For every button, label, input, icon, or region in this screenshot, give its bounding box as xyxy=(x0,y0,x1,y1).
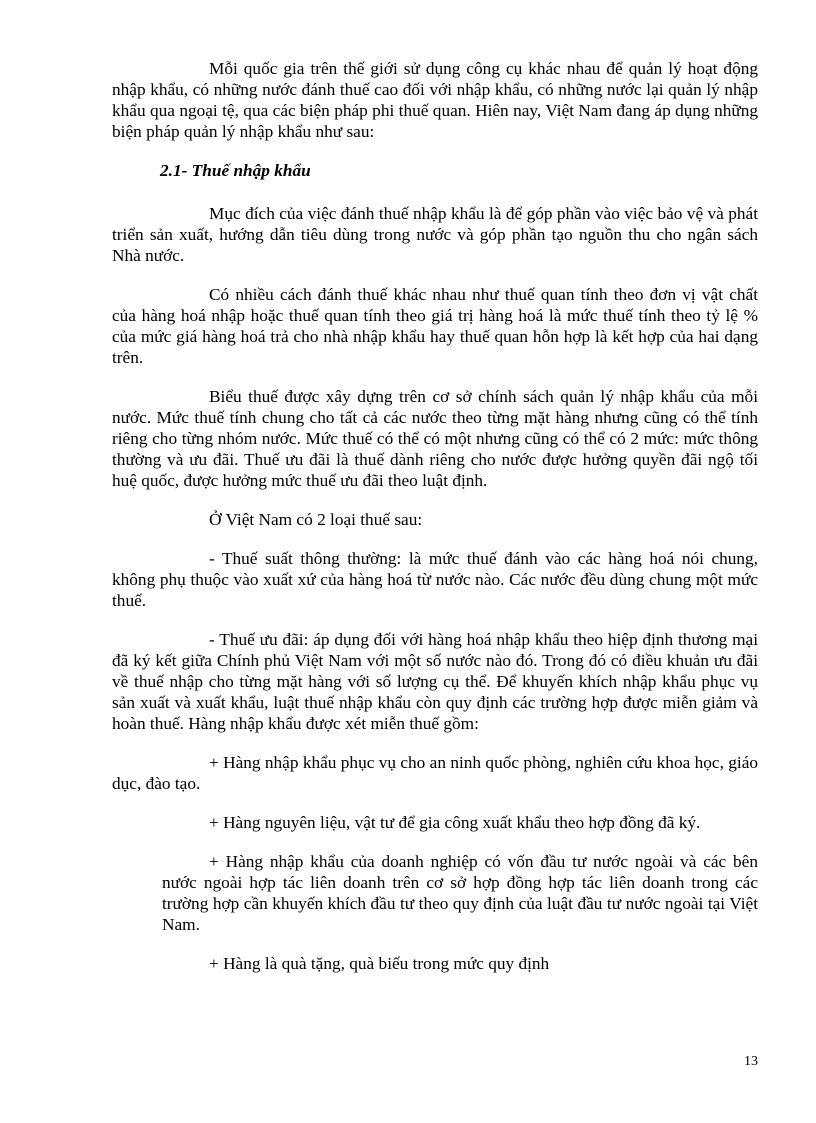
document-page xyxy=(112,58,758,992)
tariff-paragraph: Biểu thuế được xây dựng trên cơ sở chính sách quản lý nhập khẩu của mỗi nước. Mức thuế tính chung cho tất cả các nước theo từng mặt hàng nhưng cũng có thể tính riêng cho từng nhóm nước. Mức thuế có thể có một nhưng cũng có thể có 2 mức: mức thông thường và ưu đãi. Thuế ưu đãi là thuế dành riêng cho nước được hưởng quyền đãi ngộ tối huệ quốc, được hưởng mức thuế ưu đãi theo luật định. xyxy=(112,387,758,490)
vn-types-paragraph: Ở Việt Nam có 2 loại thuế sau: xyxy=(209,510,423,529)
exempt-item-4: + Hàng là quà tặng, quà biếu trong mức quy định xyxy=(209,954,550,973)
exempt-item-2: + Hàng nguyên liệu, vật tư để gia công xuất khẩu theo hợp đồng đã ký. xyxy=(209,813,701,832)
methods-paragraph: Có nhiều cách đánh thuế khác nhau như thuế quan tính theo đơn vị vật chất của hàng hoá nhập hoặc thuế quan tính theo giá trị hàng hoá là mức thuế tính theo tỷ lệ % của mức giá hàng hoá trả cho nhà nhập khẩu hay thuế quan hỗn hợp là kết hợp của hai dạng trên. xyxy=(112,285,758,367)
page-number: 13 xyxy=(744,1054,758,1069)
exempt-item-3: + Hàng nhập khẩu của doanh nghiệp có vốn đầu tư nước ngoài và các bên nước ngoài hợp tác liên doanh trên cơ sở hợp đồng hợp tác liên doanh trong các trường hợp cần khuyến khích đầu tư theo quy định của luật đầu tư nước ngoài tại Việt Nam. xyxy=(162,852,758,934)
section-heading: 2.1- Thuế nhập khẩu xyxy=(160,161,311,180)
normal-rate-paragraph: - Thuế suất thông thường: là mức thuế đánh vào các hàng hoá nói chung, không phụ thuộc vào xuất xứ của hàng hoá từ nước nào. Các nước đều dùng chung một mức thuế. xyxy=(112,549,758,610)
exempt-item-1: + Hàng nhập khẩu phục vụ cho an ninh quốc phòng, nghiên cứu khoa học, giáo dục, đào tạo. xyxy=(112,753,758,793)
purpose-paragraph: Mục đích của việc đánh thuế nhập khẩu là để góp phần vào việc bảo vệ và phát triển sản xuất, hướng dẫn tiêu dùng trong nước và góp phần tạo nguồn thu cho ngân sách Nhà nước. xyxy=(112,204,758,265)
preferential-paragraph: - Thuế ưu đãi: áp dụng đối với hàng hoá nhập khẩu theo hiệp định thương mại đã ký kết giữa Chính phủ Việt Nam với một số nước nào đó. Trong đó có điều khuản ưu đãi về thuế nhập cho từng mặt hàng với số lượng cụ thể. Để khuyến khích nhập khẩu phục vụ sản xuất và xuất khẩu, luật thuế nhập khẩu còn quy định các trường hợp được miễn giảm và hoàn thuế. Hàng nhập khẩu được xét miễn thuế gồm: xyxy=(112,630,758,733)
intro-paragraph: Mỗi quốc gia trên thế giới sử dụng công cụ khác nhau để quản lý hoạt động nhập khẩu, có những nước đánh thuế cao đối với nhập khẩu, có những nước lại quản lý nhập khẩu qua ngoại tệ, qua các biện pháp phi thuế quan. Hiên nay, Việt Nam đang áp dụng những biện pháp quản lý nhập khẩu như sau: xyxy=(112,59,758,141)
